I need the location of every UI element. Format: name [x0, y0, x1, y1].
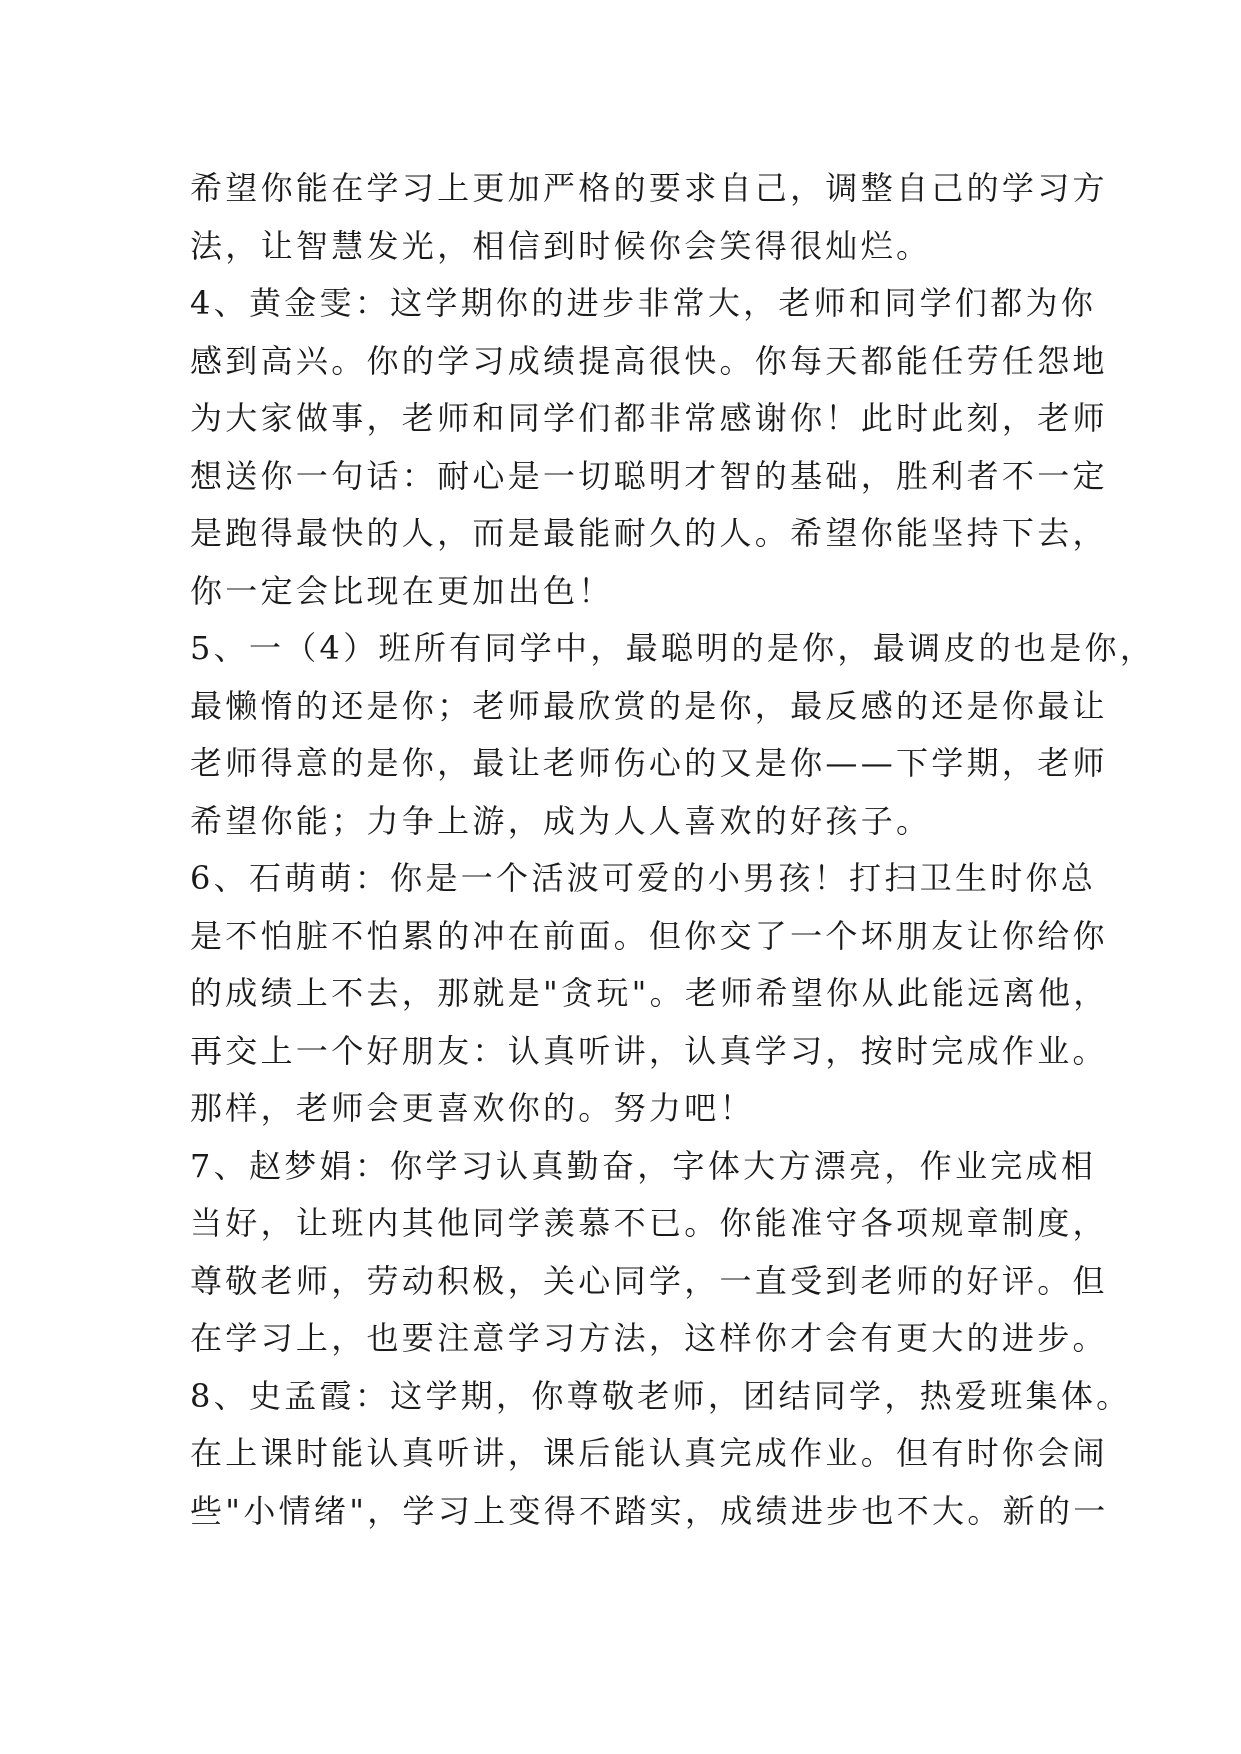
text-line: 你一定会比现在更加出色！ — [190, 571, 614, 610]
text-line: 希望你能在学习上更加严格的要求自己，调整自己的学习方 — [190, 169, 1108, 207]
text-line: 希望你能；力争上游，成为人人喜欢的好孩子。 — [190, 801, 932, 840]
text-line: 感到高兴。你的学习成绩提高很快。你每天都能任劳任怨地 — [190, 341, 1108, 380]
text-line: 为大家做事，老师和同学们都非常感谢你！此时此刻，老师 — [190, 399, 1108, 437]
text-line: 4、黄金雯：这学期你的进步非常大，老师和同学们都为你 — [190, 284, 1097, 322]
text-line: 再交上一个好朋友：认真听讲，认真学习，按时完成作业。 — [190, 1031, 1108, 1070]
text-line: 老师得意的是你，最让老师伤心的又是你——下学期，老师 — [190, 744, 1108, 782]
text-line: 在学习上，也要注意学习方法，这样你才会有更大的进步。 — [190, 1319, 1108, 1357]
text-line: 是跑得最快的人，而是最能耐久的人。希望你能坚持下去， — [190, 514, 1108, 552]
body-text — [190, 160, 1156, 1540]
text-line: 尊敬老师，劳动积极，关心同学，一直受到老师的好评。但 — [190, 1261, 1108, 1300]
text-line: 的成绩上不去，那就是"贪玩"。老师希望你从此能远离他， — [190, 974, 1109, 1012]
text-line: 法，让智慧发光，相信到时候你会笑得很灿烂。 — [190, 226, 932, 265]
text-line: 最懒惰的还是你；老师最欣赏的是你，最反感的还是你最让 — [190, 686, 1108, 725]
text-line: 8、史孟霞：这学期，你尊敬老师，团结同学，热爱班集体。 — [190, 1376, 1132, 1415]
text-line: 当好，让班内其他同学羡慕不已。你能准守各项规章制度， — [190, 1204, 1108, 1242]
text-line: 6、石萌萌：你是一个活波可爱的小男孩！打扫卫生时你总 — [190, 859, 1097, 897]
text-line: 7、赵梦娟：你学习认真勤奋，字体大方漂亮，作业完成相 — [190, 1146, 1097, 1185]
text-line: 在上课时能认真听讲，课后能认真完成作业。但有时你会闹 — [190, 1434, 1108, 1472]
text-line: 那样，老师会更喜欢你的。努力吧！ — [190, 1089, 755, 1127]
text-line: 些"小情绪"，学习上变得不踏实，成绩进步也不大。新的一 — [190, 1491, 1109, 1530]
text-line: 想送你一句话：耐心是一切聪明才智的基础，胜利者不一定 — [190, 456, 1108, 495]
text-line: 5、一（4）班所有同学中，最聪明的是你，最调皮的也是你， — [190, 629, 1156, 667]
text-line: 是不怕脏不怕累的冲在前面。但你交了一个坏朋友让你给你 — [190, 916, 1108, 955]
